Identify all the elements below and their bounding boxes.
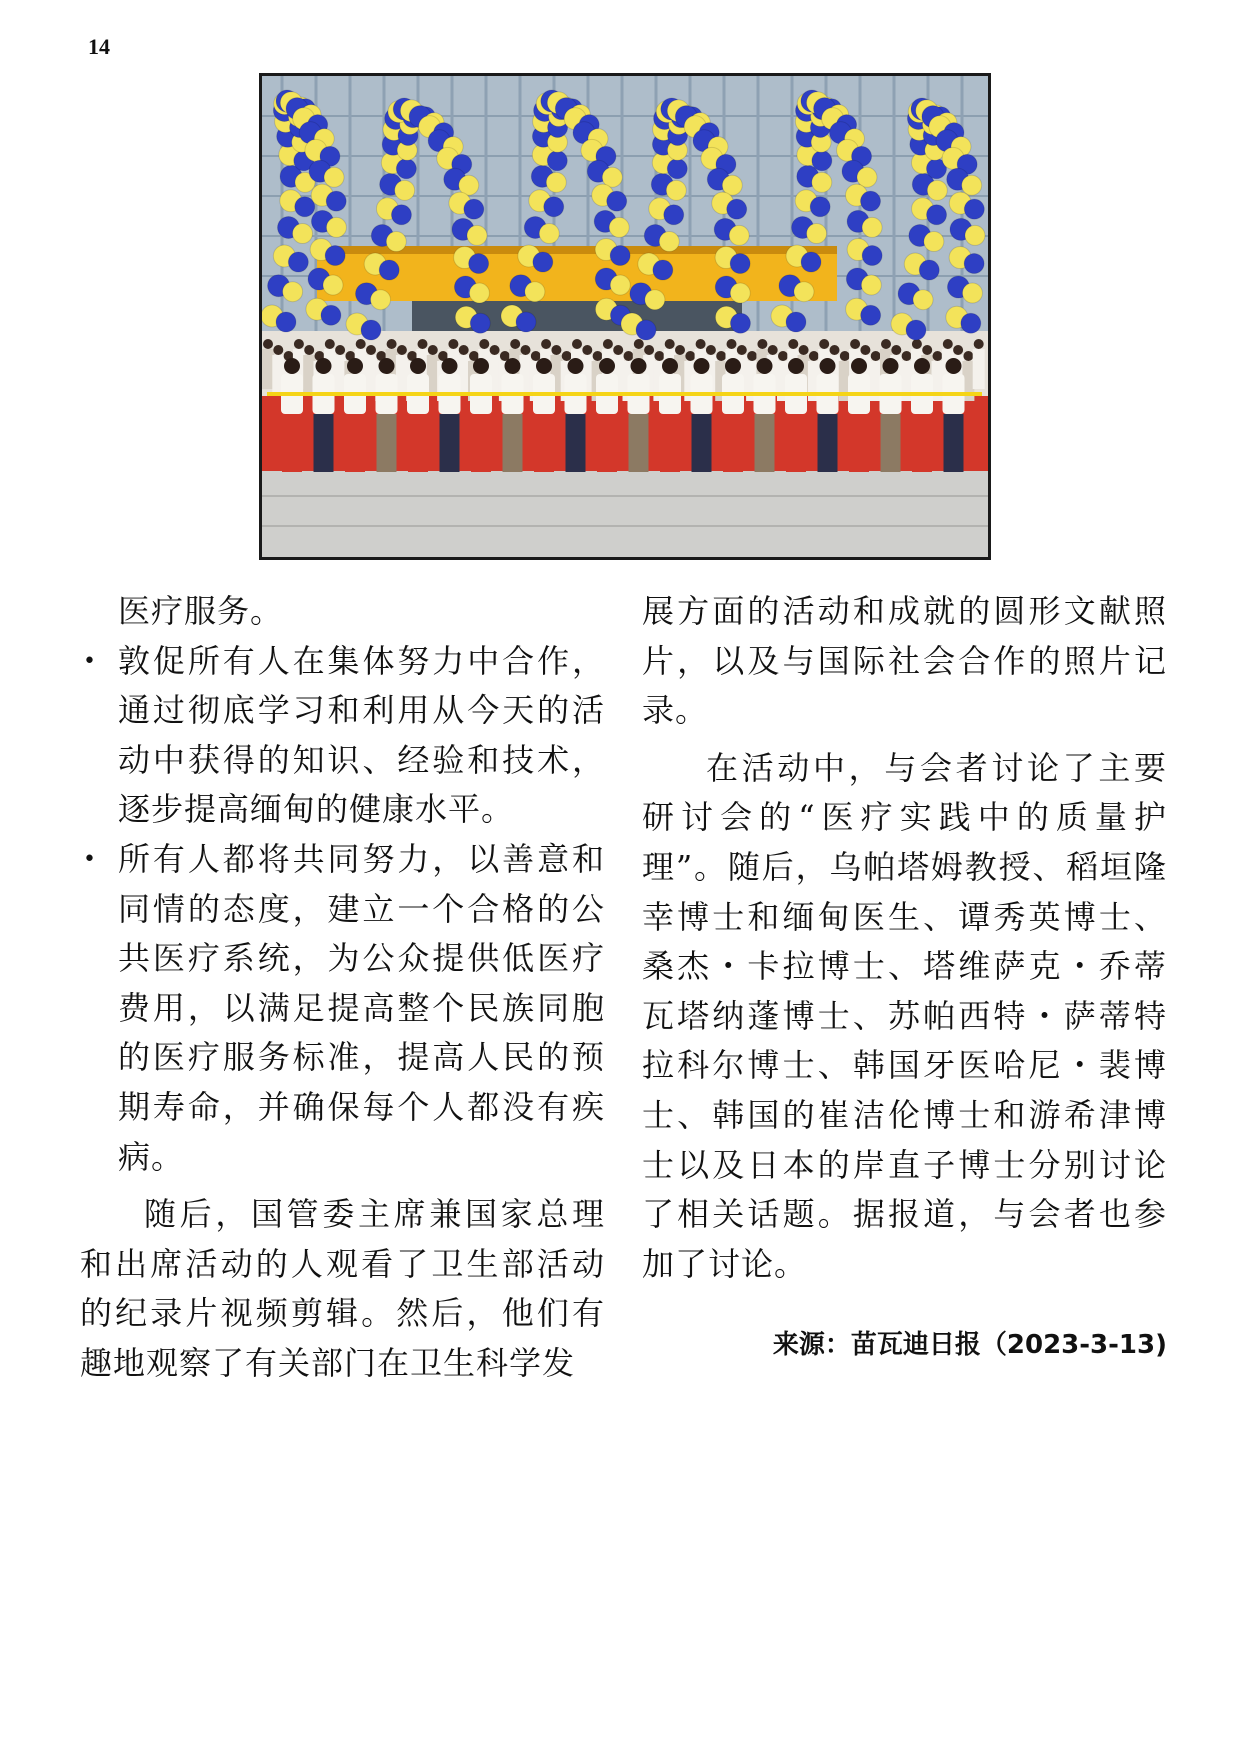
ceremony-photo: [259, 73, 991, 560]
bullet-item: [80, 835, 605, 1182]
left-continued-text: 医疗服务。: [118, 592, 284, 630]
bullet-item: [80, 637, 605, 835]
bullet-text: 敦促所有人在集体努力中合作，通过彻底学习和利用从今天的活动中获得的知识、经验和技术，逐步提高缅甸的健康水平。: [118, 641, 605, 829]
bullet-dot: •: [83, 648, 97, 674]
right-paragraph: 在活动中，与会者讨论了主要研讨会的“医疗实践中的质量护理”。随后，乌帕塔姆教授、稻垣隆幸博士和缅甸医生、谭秀英博士、桑杰・卡拉博士、塔维萨克・乔蒂瓦塔纳蓬博士、苏帕西特・萨蒂特拉科尔博士、韩国牙医哈尼・裴博士、韩国的崔洁伦博士和游希津博士以及日本的岸直子博士分别讨论了相关话题。据报道，与会者也参加了讨论。: [642, 748, 1167, 1283]
left-column: [80, 587, 605, 1389]
source-credit: 来源：苗瓦迪日报（2023-3-13): [772, 1330, 1167, 1360]
page-number: 14: [88, 34, 110, 59]
right-column: [642, 587, 1167, 1289]
left-paragraph: 随后，国管委主席兼国家总理和出席活动的人观看了卫生部活动的纪录片视频剪辑。然后，他们有趣地观察了有关部门在卫生科学发: [80, 1195, 605, 1382]
right-continued-text: 展方面的活动和成就的圆形文献照片，以及与国际社会合作的照片记录。: [642, 592, 1167, 730]
bullet-dot: •: [83, 846, 97, 872]
ribbon-cutting-illustration: [262, 76, 988, 557]
bullet-text: 所有人都将共同努力，以善意和同情的态度，建立一个合格的公共医疗系统，为公众提供低医疗费用，以满足提高整个民族同胞的医疗服务标准，提高人民的预期寿命，并确保每个人都没有疾病。: [118, 839, 605, 1176]
